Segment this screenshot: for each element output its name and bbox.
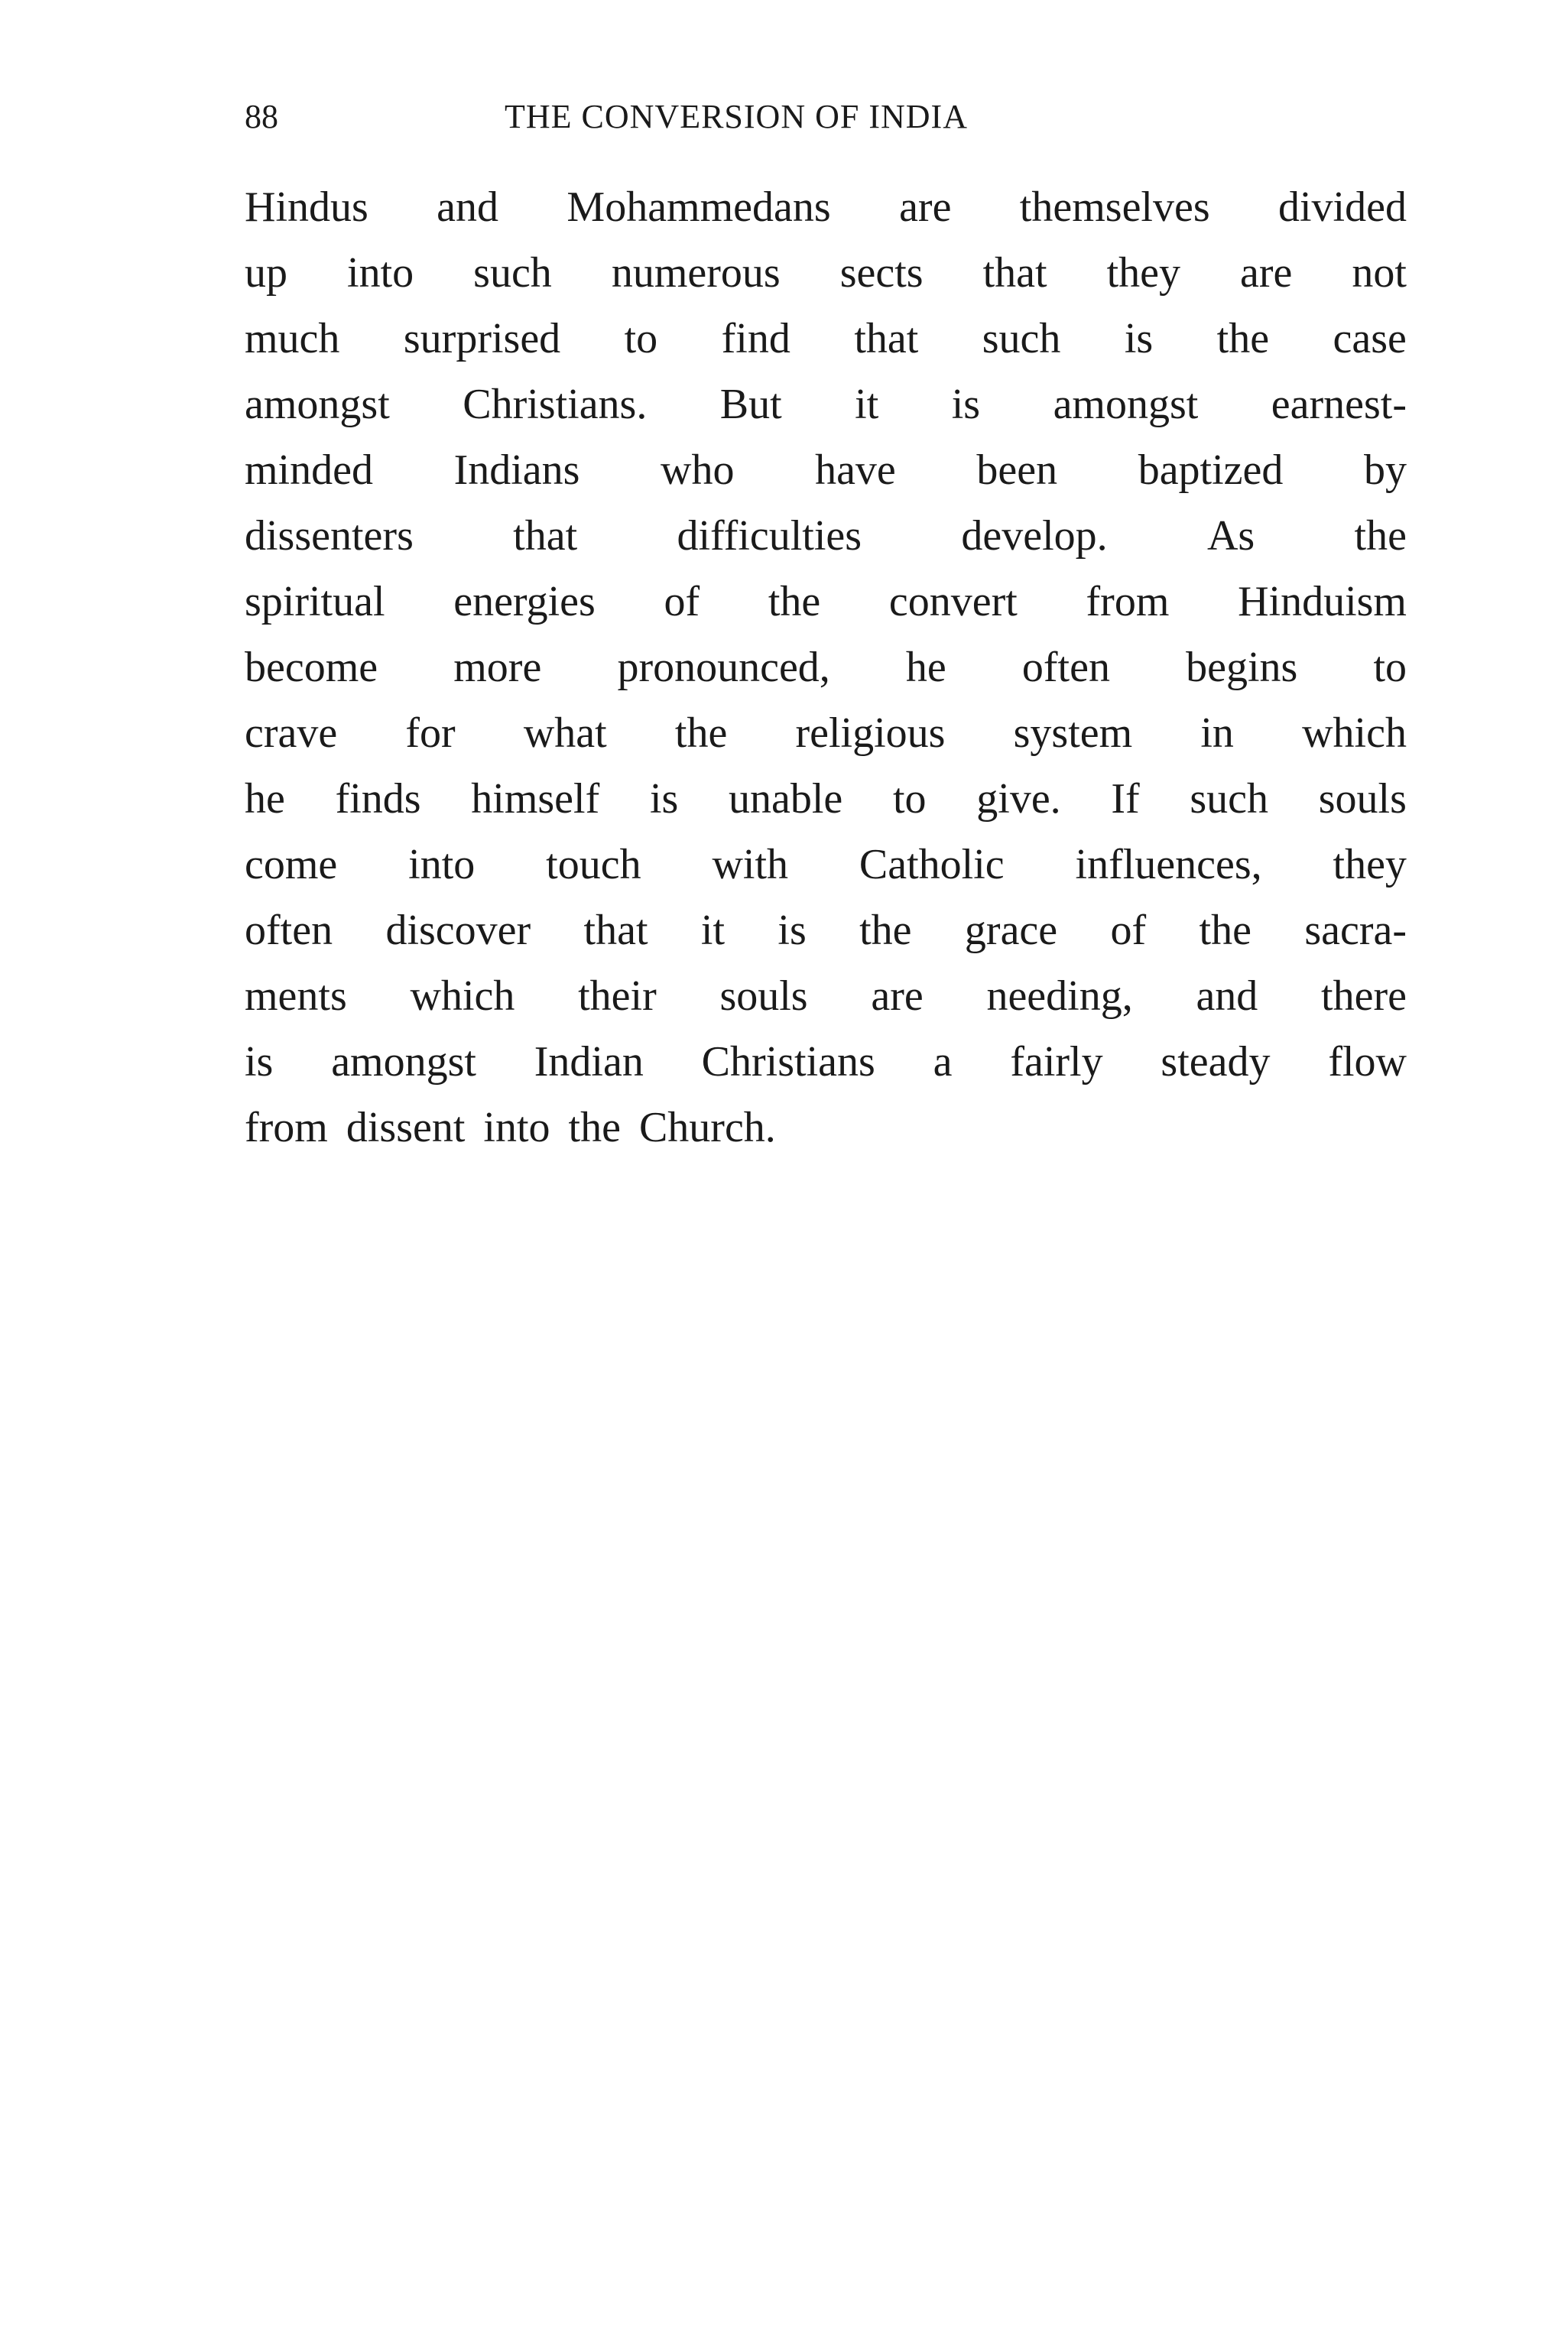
word: who [661,446,735,494]
word: discover [385,907,531,954]
word: for [405,709,456,757]
word: ments [245,972,347,1020]
word: a [933,1038,953,1086]
word: up [245,249,287,297]
word: been [976,446,1058,494]
word: find [721,315,790,362]
word: touch [546,841,641,888]
word: the [859,907,912,954]
word: As [1206,512,1255,560]
word: spiritual [245,578,385,625]
text-line [245,634,1407,700]
word: religious [795,709,946,757]
text-line [245,503,1407,569]
body-paragraph [245,174,1407,1160]
word: have [815,446,896,494]
word: system [1013,709,1133,757]
word: often [245,907,333,954]
word: needing, [986,972,1133,1020]
text-line [245,700,1407,766]
word: sacra- [1304,907,1407,954]
word: he [905,644,946,691]
word: such [473,249,552,297]
word: Hindus [245,183,368,231]
word: numerous [611,249,781,297]
word: and [1196,972,1258,1020]
word: to [1373,644,1407,691]
word: If [1111,775,1140,823]
word: Indian [534,1038,644,1086]
word: to [893,775,927,823]
word: of [1110,907,1147,954]
word: there [1321,972,1407,1020]
word: is [1124,315,1154,362]
word: by [1363,446,1407,494]
word: influences, [1075,841,1262,888]
word: grace [964,907,1058,954]
word: is [649,775,679,823]
text-line [245,766,1407,832]
word: the [1199,907,1251,954]
word: of [664,578,700,625]
word: with [712,841,789,888]
word: begins [1186,644,1298,691]
word: to [624,315,658,362]
word: become [245,644,378,691]
word: that [854,315,919,362]
text-line-last: from dissent into the Church. [245,1104,776,1151]
word: himself [471,775,600,823]
text-line [245,1029,1407,1095]
word: baptized [1138,446,1284,494]
text-line [245,437,1407,503]
page-number: 88 [245,98,278,135]
word: Hinduism [1238,578,1407,625]
word: more [453,644,542,691]
word: crave [245,709,338,757]
word: convert [888,578,1018,625]
word: into [408,841,476,888]
word: flow [1328,1038,1407,1086]
word: sects [839,249,924,297]
running-head [245,90,1407,144]
word: finds [335,775,421,823]
word: amongst [331,1038,476,1086]
word: the [768,578,821,625]
word: amongst [1053,381,1199,428]
word: souls [719,972,808,1020]
word: Catholic [859,841,1005,888]
word: come [245,841,338,888]
word: not [1352,249,1407,297]
word: Indians [453,446,580,494]
word: unable [729,775,843,823]
word: themselves [1019,183,1210,231]
text-line [245,897,1407,963]
word: much [245,315,340,362]
word: it [700,907,726,954]
word: amongst [245,381,390,428]
word: steady [1161,1038,1271,1086]
word: the [1216,315,1270,362]
word: surprised [403,315,561,362]
word: what [523,709,607,757]
word: and [437,183,499,231]
word: in [1200,709,1234,757]
word: Christians. [463,381,648,428]
word: Mohammedans [566,183,831,231]
word: are [899,183,952,231]
word: develop. [961,512,1108,560]
word: such [1190,775,1269,823]
word: that [583,907,648,954]
word: such [982,315,1061,362]
word: is [778,907,807,954]
word: are [1240,249,1293,297]
word: energies [453,578,596,625]
word: case [1333,315,1407,362]
word: which [1302,709,1407,757]
word: into [347,249,414,297]
word: Christians [701,1038,875,1086]
word: they [1333,841,1407,888]
word: they [1106,249,1180,297]
text-line [245,174,1407,240]
word: pronounced, [617,644,830,691]
word: often [1021,644,1110,691]
word: that [982,249,1047,297]
text-line [245,963,1407,1029]
word: which [410,972,515,1020]
word: the [674,709,728,757]
word: it [855,381,879,428]
word: fairly [1010,1038,1103,1086]
word: souls [1318,775,1407,823]
text-line [245,240,1407,306]
text-line [245,306,1407,372]
word: earnest- [1271,381,1407,428]
running-title: THE CONVERSION OF INDIA [505,98,968,135]
word: the [1354,512,1407,560]
word: that [513,512,578,560]
word: give. [976,775,1061,823]
word: But [719,381,782,428]
word: is [245,1038,274,1086]
word: he [245,775,285,823]
word: their [578,972,657,1020]
word: are [871,972,924,1020]
word: dissenters [245,512,414,560]
word: difficulties [677,512,862,560]
text-line [245,832,1407,897]
text-line [245,569,1407,634]
text-line [245,372,1407,437]
word: is [951,381,981,428]
word: divided [1278,183,1407,231]
word: from [1086,578,1170,625]
word: minded [245,446,373,494]
